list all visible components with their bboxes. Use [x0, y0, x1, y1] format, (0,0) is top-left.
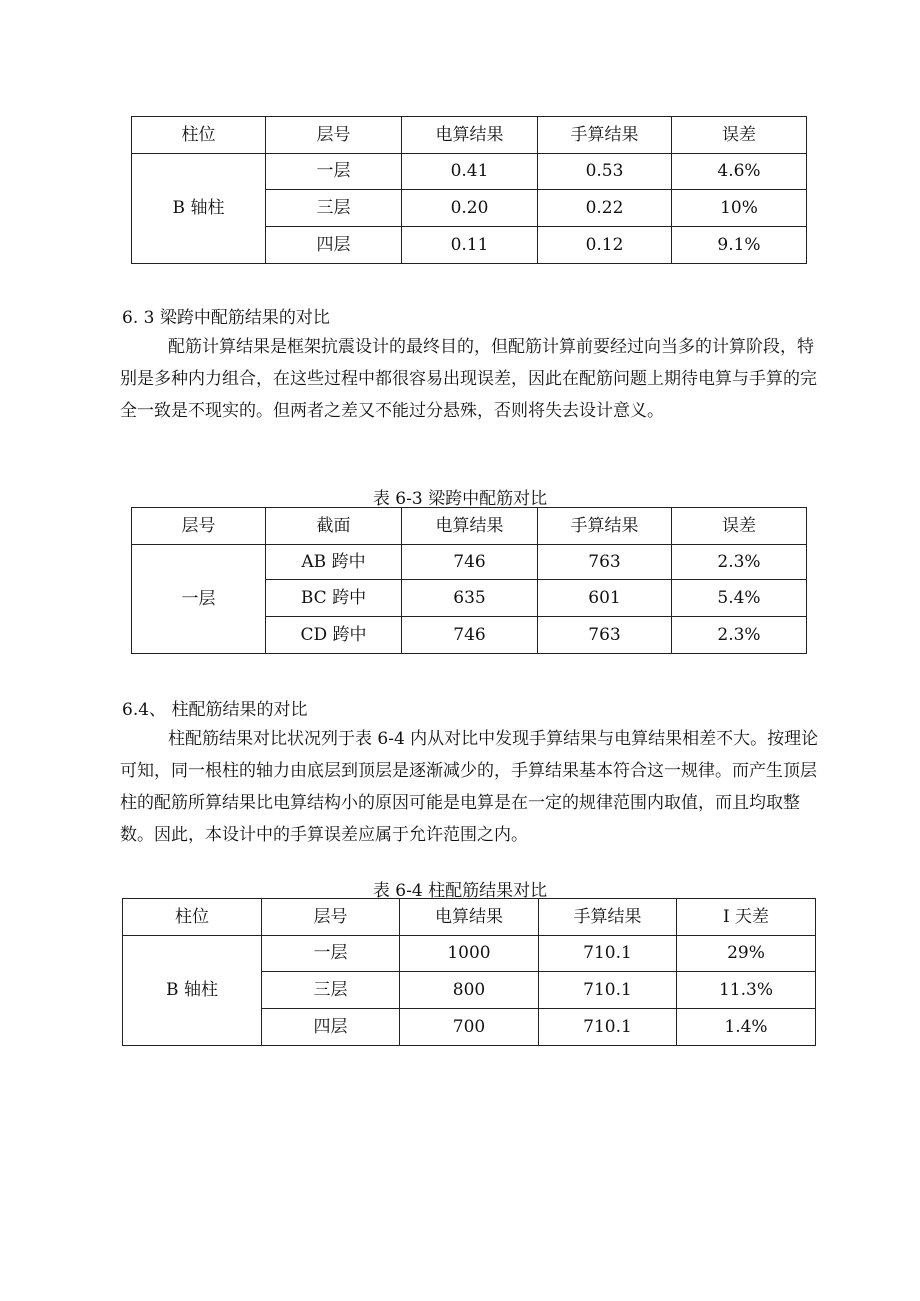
table-header-row — [132, 508, 807, 545]
table-cell: 710.1 — [539, 936, 677, 972]
column-ratio-table — [131, 116, 807, 264]
table-cell: BC 跨中 — [266, 580, 402, 617]
table-cell: 5.4% — [672, 580, 807, 617]
table-row — [123, 936, 816, 972]
table-caption: 表 6-3 梁跨中配筋对比 — [372, 489, 548, 509]
table-cell: 635 — [402, 580, 538, 617]
table-cell: 0.22 — [538, 190, 672, 227]
body-paragraph — [120, 331, 820, 427]
table-cell: 三层 — [262, 972, 400, 1009]
group-cell: 一层 — [132, 545, 266, 654]
table-cell: 601 — [538, 580, 672, 617]
header-cell: 电算结果 — [402, 508, 538, 545]
table-cell: 710.1 — [539, 1009, 677, 1046]
header-cell: 柱位 — [123, 899, 262, 936]
header-cell: 手算结果 — [538, 117, 672, 154]
table-cell: 0.12 — [538, 227, 672, 264]
group-cell: B 轴柱 — [123, 936, 262, 1046]
table-cell: 10% — [672, 190, 807, 227]
table-cell: 2.3% — [672, 617, 807, 654]
section-heading: 6. 3 梁跨中配筋结果的对比 — [122, 308, 330, 328]
table-cell: 1.4% — [677, 1009, 816, 1046]
table-cell: 11.3% — [677, 972, 816, 1009]
header-cell: 误差 — [672, 508, 807, 545]
group-cell: B 轴柱 — [132, 154, 266, 264]
table-header-row — [132, 117, 807, 154]
header-cell: I 天差 — [677, 899, 816, 936]
table-row — [132, 154, 807, 190]
table-caption: 表 6-4 柱配筋结果对比 — [372, 881, 548, 901]
header-cell: 电算结果 — [402, 117, 538, 154]
table-cell: AB 跨中 — [266, 545, 402, 580]
table-cell: 763 — [538, 617, 672, 654]
table-cell: 700 — [400, 1009, 539, 1046]
table-cell: 1000 — [400, 936, 539, 972]
table-cell: CD 跨中 — [266, 617, 402, 654]
header-cell: 手算结果 — [538, 508, 672, 545]
table-cell: 746 — [402, 545, 538, 580]
header-cell: 柱位 — [132, 117, 266, 154]
header-cell: 层号 — [132, 508, 266, 545]
table-cell: 0.20 — [402, 190, 538, 227]
table-cell: 800 — [400, 972, 539, 1009]
table-cell: 4.6% — [672, 154, 807, 190]
table-cell: 2.3% — [672, 545, 807, 580]
header-cell: 手算结果 — [539, 899, 677, 936]
column-rebar-table — [122, 898, 816, 1046]
table-cell: 710.1 — [539, 972, 677, 1009]
table-cell: 746 — [402, 617, 538, 654]
table-cell: 9.1% — [672, 227, 807, 264]
table-cell: 四层 — [266, 227, 402, 264]
table-cell: 0.41 — [402, 154, 538, 190]
paragraph-text: 柱配筋结果对比状况列于表 6-4 内从对比中发现手算结果与电算结果相差不大。按理论可知，同一根柱的轴力由底层到顶层是逐渐减少的，手算结果基本符合这一规律。而产生顶层柱的配筋所算结果比电算结构小的原因可能是电算是在一定的规律范围内取值，而且均取整数。因此，本设计中的手算误差应属于允许范围之内。 — [120, 729, 819, 845]
table-header-row — [123, 899, 816, 936]
header-cell: 电算结果 — [400, 899, 539, 936]
table-cell: 一层 — [266, 154, 402, 190]
table-cell: 29% — [677, 936, 816, 972]
header-cell: 截面 — [266, 508, 402, 545]
table-cell: 0.53 — [538, 154, 672, 190]
beam-rebar-table — [131, 507, 807, 654]
section-heading: 6.4、 柱配筋结果的对比 — [122, 700, 308, 720]
table-cell: 763 — [538, 545, 672, 580]
header-cell: 误差 — [672, 117, 807, 154]
table-cell: 四层 — [262, 1009, 400, 1046]
header-cell: 层号 — [266, 117, 402, 154]
table-cell: 三层 — [266, 190, 402, 227]
table-cell: 0.11 — [402, 227, 538, 264]
body-paragraph — [120, 723, 820, 851]
paragraph-text: 配筋计算结果是框架抗震设计的最终目的，但配筋计算前要经过向当多的计算阶段，特别是多种内力组合，在这些过程中都很容易出现误差，因此在配筋问题上期待电算与手算的完全一致是不现实的。但两者之差又不能过分悬殊，否则将失去设计意义。 — [120, 337, 817, 421]
header-cell: 层号 — [262, 899, 400, 936]
table-cell: 一层 — [262, 936, 400, 972]
table-row — [132, 545, 807, 580]
